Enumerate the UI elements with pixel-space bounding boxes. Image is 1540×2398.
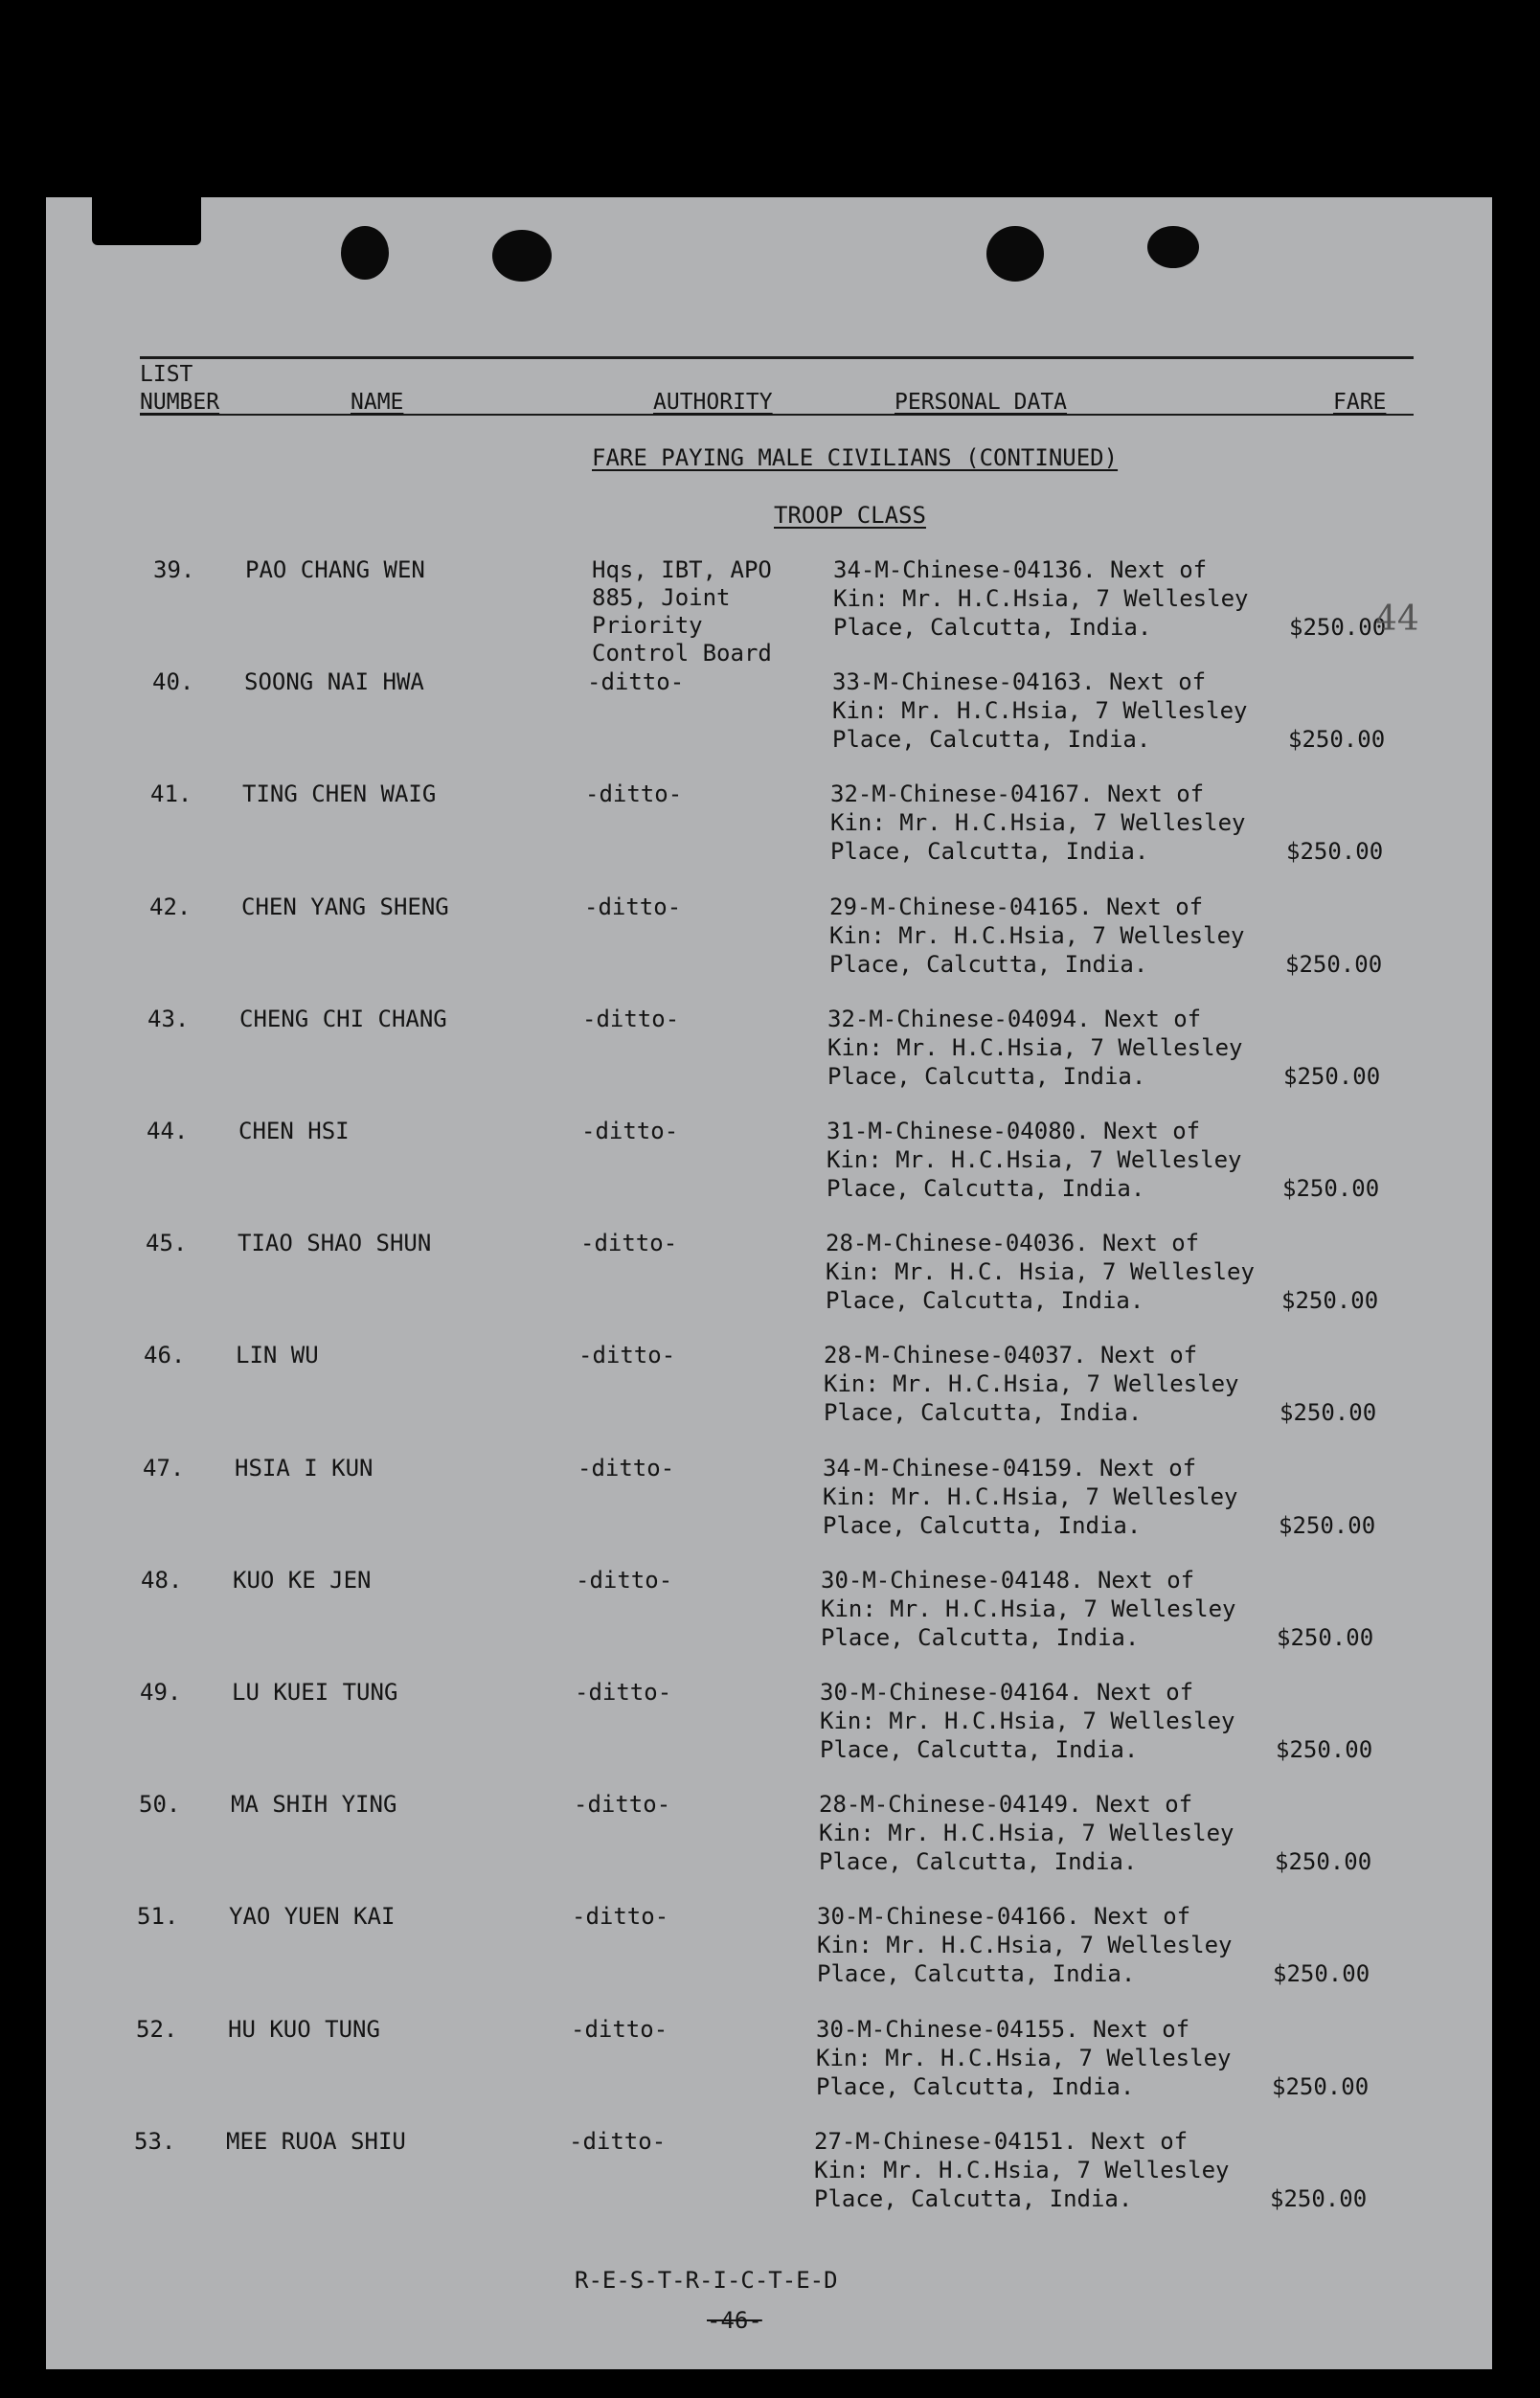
personal-data-line-1: 32-M-Chinese-04094. Next of <box>827 1006 1202 1032</box>
fare: $250.00 <box>1288 726 1386 753</box>
authority-line: Control Board <box>592 640 772 667</box>
personal-data-line-3: Place, Calcutta, India. <box>830 838 1149 865</box>
passenger-name: SOONG NAI HWA <box>244 668 424 695</box>
personal-data-line-2: Kin: Mr. H.C.Hsia, 7 Wellesley <box>830 809 1246 836</box>
personal-data-line-1: 31-M-Chinese-04080. Next of <box>827 1118 1201 1144</box>
list-number: 41. <box>150 780 192 807</box>
list-number: 45. <box>146 1230 188 1256</box>
side-mark: 44 <box>1375 600 1419 639</box>
personal-data-line-1: 30-M-Chinese-04166. Next of <box>817 1903 1191 1930</box>
table-row <box>0 1678 1540 1793</box>
restricted-marking: R-E-S-T-R-I-C-T-E-D <box>575 2267 838 2294</box>
authority: -ditto- <box>576 1567 673 1594</box>
personal-data-line-2: Kin: Mr. H.C.Hsia, 7 Wellesley <box>833 585 1249 612</box>
personal-data-line-1: 32-M-Chinese-04167. Next of <box>830 780 1205 807</box>
passenger-name: MEE RUOA SHIU <box>226 2128 406 2155</box>
punch-hole <box>1147 226 1199 268</box>
authority: -ditto- <box>574 1791 671 1818</box>
passenger-name: TING CHEN WAIG <box>242 780 437 807</box>
punch-hole <box>986 226 1044 282</box>
passenger-name: PAO CHANG WEN <box>245 556 425 583</box>
fare: $250.00 <box>1281 1287 1379 1314</box>
list-number: 42. <box>149 894 192 920</box>
fare: $250.00 <box>1282 1175 1380 1202</box>
personal-data-line-2: Kin: Mr. H.C.Hsia, 7 Wellesley <box>829 922 1245 949</box>
table-row <box>0 893 1540 1007</box>
fare: $250.00 <box>1270 2185 1368 2212</box>
authority: -ditto- <box>571 2016 668 2043</box>
personal-data-line-3: Place, Calcutta, India. <box>823 1512 1142 1539</box>
list-number: 53. <box>134 2128 176 2155</box>
header-bottom-rule <box>140 414 1414 416</box>
passenger-name: CHENG CHI CHANG <box>239 1006 447 1032</box>
header-list-label: LIST <box>140 362 193 387</box>
personal-data-line-3: Place, Calcutta, India. <box>829 951 1148 978</box>
list-number: 39. <box>153 556 195 583</box>
authority: -ditto- <box>581 1118 679 1144</box>
fare: $250.00 <box>1272 2073 1370 2100</box>
header-authority-label: AUTHORITY <box>653 390 773 415</box>
fare: $250.00 <box>1275 1848 1372 1875</box>
personal-data-line-3: Place, Calcutta, India. <box>827 1063 1146 1090</box>
personal-data-line-2: Kin: Mr. H.C.Hsia, 7 Wellesley <box>821 1595 1236 1622</box>
header-name-label: NAME <box>351 390 404 415</box>
table-row <box>0 2127 1540 2242</box>
passenger-name: LU KUEI TUNG <box>232 1679 398 1706</box>
authority: -ditto- <box>578 1455 675 1482</box>
authority: -ditto- <box>569 2128 667 2155</box>
personal-data-line-1: 33-M-Chinese-04163. Next of <box>832 668 1207 695</box>
passenger-name: KUO KE JEN <box>233 1567 372 1594</box>
personal-data-line-3: Place, Calcutta, India. <box>820 1736 1139 1763</box>
fare: $250.00 <box>1286 838 1384 865</box>
authority-line: Priority <box>592 612 703 639</box>
fare: $250.00 <box>1273 1960 1370 1987</box>
passenger-name: CHEN YANG SHENG <box>241 894 449 920</box>
table-row <box>0 1117 1540 1232</box>
personal-data-line-2: Kin: Mr. H.C.Hsia, 7 Wellesley <box>816 2045 1232 2071</box>
personal-data-line-2: Kin: Mr. H.C.Hsia, 7 Wellesley <box>814 2157 1230 2183</box>
table-row <box>0 1005 1540 1120</box>
personal-data-line-1: 30-M-Chinese-04164. Next of <box>820 1679 1194 1706</box>
list-number: 51. <box>137 1903 179 1930</box>
authority-line: 885, Joint <box>592 584 731 611</box>
personal-data-line-2: Kin: Mr. H.C.Hsia, 7 Wellesley <box>819 1820 1234 1846</box>
authority: -ditto- <box>575 1679 672 1706</box>
section-title: FARE PAYING MALE CIVILIANS (CONTINUED) <box>592 444 1119 471</box>
list-number: 47. <box>143 1455 185 1482</box>
fare: $250.00 <box>1280 1399 1377 1426</box>
personal-data-line-2: Kin: Mr. H.C.Hsia, 7 Wellesley <box>827 1146 1242 1173</box>
table-row <box>0 1229 1540 1344</box>
list-number: 46. <box>144 1342 186 1369</box>
table-row <box>0 667 1540 782</box>
personal-data-line-3: Place, Calcutta, India. <box>814 2185 1133 2212</box>
personal-data-line-3: Place, Calcutta, India. <box>819 1848 1138 1875</box>
authority: -ditto- <box>578 1342 676 1369</box>
punch-hole <box>492 230 552 282</box>
table-row <box>0 1454 1540 1569</box>
personal-data-line-1: 28-M-Chinese-04036. Next of <box>826 1230 1200 1256</box>
authority: -ditto- <box>580 1230 678 1256</box>
authority-line: Hqs, IBT, APO <box>592 556 772 583</box>
personal-data-line-3: Place, Calcutta, India. <box>833 614 1152 641</box>
personal-data-line-1: 30-M-Chinese-04155. Next of <box>816 2016 1190 2043</box>
personal-data-line-1: 30-M-Chinese-04148. Next of <box>821 1567 1195 1594</box>
table-row <box>0 2015 1540 2130</box>
fare: $250.00 <box>1276 1736 1373 1763</box>
list-number: 40. <box>152 668 194 695</box>
page-number: -46- <box>707 2307 762 2334</box>
passenger-name: CHEN HSI <box>238 1118 350 1144</box>
fare: $250.00 <box>1277 1624 1374 1651</box>
list-number: 49. <box>140 1679 182 1706</box>
authority: -ditto- <box>585 780 683 807</box>
personal-data-line-1: 27-M-Chinese-04151. Next of <box>814 2128 1189 2155</box>
personal-data-line-3: Place, Calcutta, India. <box>827 1175 1145 1202</box>
personal-data-line-3: Place, Calcutta, India. <box>832 726 1151 753</box>
personal-data-line-2: Kin: Mr. H.C.Hsia, 7 Wellesley <box>827 1034 1243 1061</box>
table-row <box>0 1902 1540 2017</box>
table-row <box>0 1790 1540 1905</box>
personal-data-line-1: 34-M-Chinese-04159. Next of <box>823 1455 1197 1482</box>
personal-data-line-2: Kin: Mr. H.C.Hsia, 7 Wellesley <box>817 1932 1233 1958</box>
list-number: 50. <box>139 1791 181 1818</box>
personal-data-line-3: Place, Calcutta, India. <box>824 1399 1143 1426</box>
personal-data-line-1: 28-M-Chinese-04037. Next of <box>824 1342 1198 1369</box>
passenger-name: HSIA I KUN <box>235 1455 374 1482</box>
fare: $250.00 <box>1285 951 1383 978</box>
authority: -ditto- <box>572 1903 669 1930</box>
passenger-name: LIN WU <box>236 1342 319 1369</box>
fare: $250.00 <box>1279 1512 1376 1539</box>
table-row <box>0 1341 1540 1456</box>
tab-mark <box>92 197 201 245</box>
class-title: TROOP CLASS <box>774 502 926 529</box>
list-number: 52. <box>136 2016 178 2043</box>
list-number: 44. <box>147 1118 189 1144</box>
authority: -ditto- <box>584 894 682 920</box>
personal-data-line-2: Kin: Mr. H.C.Hsia, 7 Wellesley <box>820 1708 1235 1734</box>
table-row <box>0 780 1540 894</box>
personal-data-line-2: Kin: Mr. H.C.Hsia, 7 Wellesley <box>832 697 1248 724</box>
passenger-name: YAO YUEN KAI <box>229 1903 396 1930</box>
header-top-rule <box>140 356 1414 359</box>
personal-data-line-3: Place, Calcutta, India. <box>817 1960 1136 1987</box>
punch-hole <box>341 226 389 280</box>
personal-data-line-1: 34-M-Chinese-04136. Next of <box>833 556 1208 583</box>
personal-data-line-2: Kin: Mr. H.C. Hsia, 7 Wellesley <box>826 1258 1255 1285</box>
personal-data-line-3: Place, Calcutta, India. <box>826 1287 1144 1314</box>
passenger-name: MA SHIH YING <box>231 1791 397 1818</box>
list-number: 43. <box>147 1006 190 1032</box>
passenger-name: TIAO SHAO SHUN <box>238 1230 432 1256</box>
personal-data-line-1: 28-M-Chinese-04149. Next of <box>819 1791 1193 1818</box>
header-fare-label: FARE <box>1333 390 1387 415</box>
table-row <box>0 1566 1540 1681</box>
personal-data-line-2: Kin: Mr. H.C.Hsia, 7 Wellesley <box>824 1370 1239 1397</box>
header-personal-data-label: PERSONAL DATA <box>895 390 1068 415</box>
personal-data-line-2: Kin: Mr. H.C.Hsia, 7 Wellesley <box>823 1483 1238 1510</box>
personal-data-line-1: 29-M-Chinese-04165. Next of <box>829 894 1204 920</box>
authority: -ditto- <box>582 1006 680 1032</box>
authority: -ditto- <box>587 668 685 695</box>
fare: $250.00 <box>1289 614 1387 641</box>
header-number-label: NUMBER <box>140 390 220 415</box>
personal-data-line-3: Place, Calcutta, India. <box>816 2073 1135 2100</box>
personal-data-line-3: Place, Calcutta, India. <box>821 1624 1140 1651</box>
fare: $250.00 <box>1283 1063 1381 1090</box>
passenger-name: HU KUO TUNG <box>228 2016 380 2043</box>
list-number: 48. <box>141 1567 183 1594</box>
